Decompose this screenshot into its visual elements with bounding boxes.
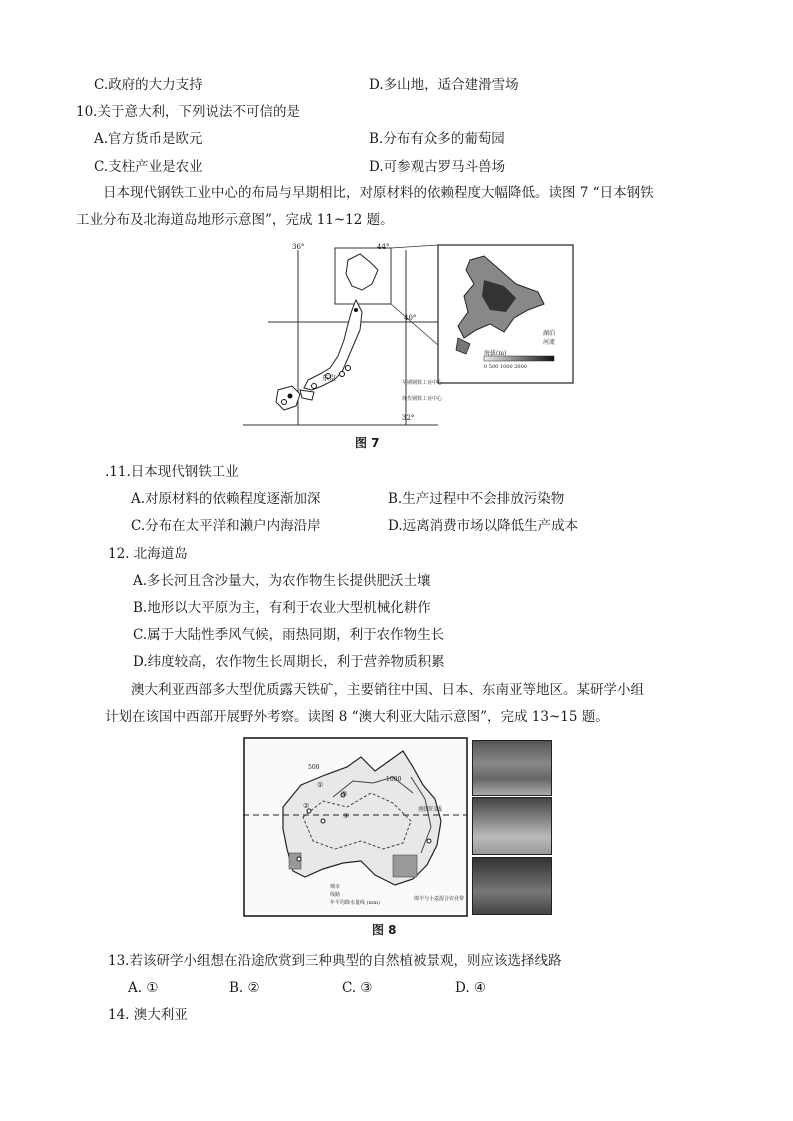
fig7-legend-modern: 现代钢铁工业中心 (402, 396, 443, 402)
q11-option-b: B.生产过程中不会排放污染物 (388, 491, 565, 507)
fig7-lon-right: 44° (377, 243, 390, 251)
figure-7-caption: 图 7 (355, 436, 380, 450)
q13-option-b: B. ② (229, 980, 260, 996)
fig8-route-2: ② (303, 802, 310, 810)
fig7-lat-bottom: 32° (402, 414, 415, 422)
q10-option-a: A.官方货币是欧元 (94, 131, 203, 147)
fig8-photo-grassland-animal (472, 797, 552, 855)
fig8-iso-1000: 1000 (386, 776, 402, 783)
q10-option-c: C.支柱产业是农业 (94, 159, 203, 175)
fig8-iso-500: 500 (308, 764, 320, 771)
q13-option-c: C. ③ (342, 980, 373, 996)
aus-intro-line2: 计划在该国中西部开展野外考察。读图 8 “澳大利亚大陆示意图”，完成 13~15 题。 (105, 709, 609, 725)
fig7-elevation-ticks: 0 500 1000 2000 (484, 364, 527, 370)
fig8-legend-wheat: 绵羊与小麦混合农业带 (414, 896, 465, 902)
fig8-photo-forest (472, 857, 552, 915)
fig7-inset-lake: 湖泊 (543, 330, 556, 337)
fig8-tropic-label: 南回归线 (418, 806, 443, 813)
q10-option-d: D.可参观古罗马斗兽场 (369, 159, 506, 175)
fig7-city-tokyo: 东京 (322, 374, 336, 382)
japan-intro-line2: 工业分布及北海道岛地形示意图”，完成 11~12 题。 (76, 212, 394, 228)
q10-stem: 10.关于意大利，下列说法不可信的是 (76, 104, 300, 120)
q12-option-c: C.属于大陆性季风气候，雨热同期，利于农作物生长 (133, 627, 445, 643)
q11-option-d: D.远离消费市场以降低生产成本 (388, 518, 579, 534)
fig8-route-4: ④ (343, 812, 350, 820)
figure-8-caption: 图 8 (372, 923, 397, 937)
fig8-photo-desert-road (472, 740, 552, 796)
fig7-elevation-title: 海拔(m) (484, 350, 507, 357)
figure-8-map (243, 737, 468, 917)
fig7-lon-left: 36° (292, 243, 305, 251)
q11-option-c: C.分布在太平洋和濑户内海沿岸 (131, 518, 321, 534)
fig7-legend-early: 早期钢铁工业中心 (402, 380, 443, 386)
fig8-route-1: ① (317, 781, 324, 789)
q13-option-d: D. ④ (455, 980, 487, 996)
fig7-inset-river: 河流 (543, 339, 556, 346)
q12-option-b: B.地形以大平原为主，有利于农业大型机械化耕作 (133, 600, 431, 616)
fig7-lat-mid: 40° (404, 314, 417, 322)
q12-stem: 12. 北海道岛 (108, 546, 188, 562)
fig8-route-3: ③ (341, 790, 348, 798)
fig8-legend-isohyet: 年平均降水量线 (mm) (330, 900, 380, 906)
q12-option-a: A.多长河且含沙量大，为农作物生长提供肥沃土壤 (133, 573, 431, 589)
q11-stem: .11.日本现代钢铁工业 (105, 464, 239, 480)
fig8-legend-route: 线路 (330, 892, 341, 898)
aus-intro-line1: 澳大利亚西部多大型优质露天铁矿，主要销往中国、日本、东南亚等地区。某研学小组 (131, 682, 644, 698)
q13-option-a: A. ① (128, 980, 159, 996)
q14-stem: 14. 澳大利亚 (108, 1007, 188, 1023)
q9-option-d: D.多山地，适合建滑雪场 (369, 77, 519, 93)
q13-stem: 13.若该研学小组想在沿途欣赏到三种典型的自然植被景观，则应该选择线路 (108, 953, 562, 969)
q9-option-c: C.政府的大力支持 (94, 77, 203, 93)
fig8-legend-city: 城市 (330, 884, 341, 890)
q12-option-d: D.纬度较高，农作物生长周期长，利于营养物质积累 (133, 654, 445, 670)
q10-option-b: B.分布有众多的葡萄园 (369, 131, 505, 147)
japan-intro-line1: 日本现代钢铁工业中心的布局与早期相比，对原材料的依赖程度大幅降低。读图 7 “日本钢铁 (103, 185, 654, 201)
q11-option-a: A.对原材料的依赖程度逐渐加深 (131, 491, 321, 507)
